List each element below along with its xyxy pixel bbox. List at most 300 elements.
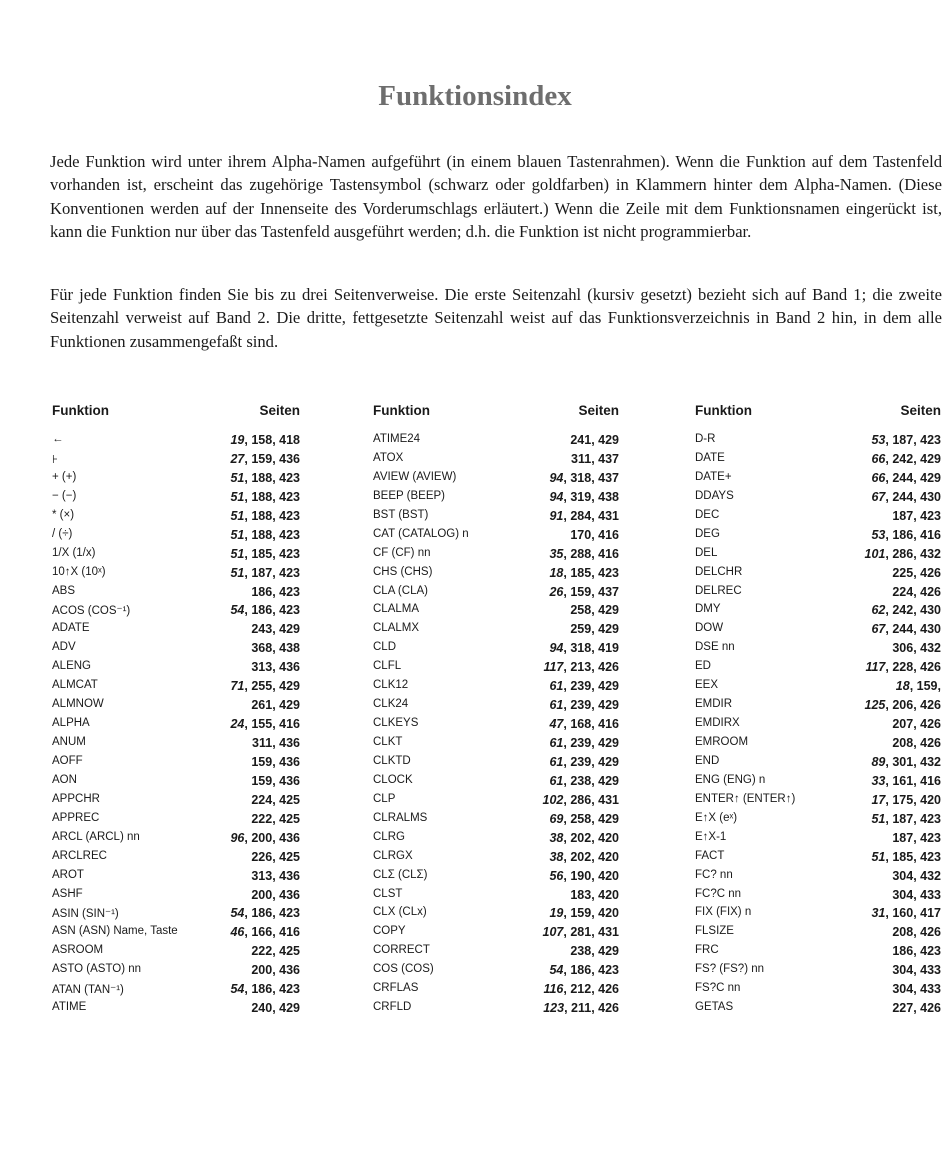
index-row: [52, 734, 300, 753]
page-refs: 304, 433: [892, 887, 941, 902]
page-ref-band1: 51: [871, 849, 886, 864]
function-name: CLALMA: [373, 603, 420, 616]
page-ref-summary: 426: [598, 982, 619, 997]
index-row: [373, 639, 619, 658]
function-name: ANUM: [52, 736, 86, 748]
page-refs: 67, 244, 430: [871, 622, 941, 637]
page-ref-summary: 420: [598, 868, 619, 883]
page-ref-band2: 313: [251, 868, 273, 883]
page-ref-band2: 185: [892, 849, 914, 864]
page-refs: 259, 429: [570, 622, 619, 637]
page-ref-band1: 26: [549, 584, 564, 599]
page-refs: 56, 190, 420: [549, 868, 619, 883]
page-ref-band2: 202: [570, 849, 592, 864]
page-ref-band2: 226: [251, 849, 273, 864]
index-row: [373, 450, 619, 469]
page-ref-band2: 186: [892, 944, 914, 959]
function-name: FLSIZE: [695, 925, 734, 938]
page-refs: 38, 202, 420: [549, 830, 619, 845]
index-row: [695, 696, 941, 715]
function-name: 10↑X (10ˣ): [52, 565, 106, 578]
page-refs: 243, 429: [251, 622, 300, 637]
index-row: [695, 867, 941, 886]
page-refs: 51, 187, 423: [871, 811, 941, 826]
index-row: [52, 829, 300, 848]
function-name: ARCL (ARCL) nn: [52, 830, 140, 843]
page-ref-band2: 239: [570, 754, 592, 769]
index-row: [695, 639, 941, 658]
index-row: [373, 980, 619, 999]
page-ref-band1: 54: [549, 963, 564, 978]
page-ref-band1: 61: [549, 773, 564, 788]
page-ref-summary: 433: [920, 887, 941, 902]
function-name: 1/X (1/x): [52, 546, 96, 559]
index-row: [695, 564, 941, 583]
page-ref-summary: 429: [598, 754, 619, 769]
page-ref-band2: 161: [892, 773, 914, 788]
function-name: FRC: [695, 944, 719, 957]
index-row: [695, 923, 941, 942]
function-name: DEC: [695, 508, 720, 521]
index-row: [373, 904, 619, 923]
page-ref-band2: 222: [251, 944, 273, 959]
page-ref-band1: 66: [871, 470, 886, 485]
page-ref-band2: 244: [892, 622, 914, 637]
page-ref-summary: 416: [920, 773, 941, 788]
page-ref-band1: 38: [549, 849, 564, 864]
page-ref-summary: 433: [920, 982, 941, 997]
index-row: [52, 772, 300, 791]
page-ref-band2: 168: [570, 717, 592, 732]
index-row: [695, 999, 941, 1018]
index-row: [373, 658, 619, 677]
page-ref-summary: 423: [279, 508, 300, 523]
page-ref-band2: 160: [892, 906, 914, 921]
page-ref-summary: 420: [598, 830, 619, 845]
page-refs: 91, 284, 431: [549, 508, 619, 523]
page-refs: 227, 426: [892, 1001, 941, 1016]
page-ref-band2: 284: [570, 508, 592, 523]
page-refs: 117, 228, 426: [865, 660, 941, 675]
function-name: DELREC: [695, 584, 742, 597]
page-ref-summary: 437: [598, 584, 619, 599]
page-ref-band1: 47: [549, 717, 564, 732]
index-row: [52, 564, 300, 583]
page-ref-band2: 319: [570, 489, 592, 504]
page-refs: 313, 436: [251, 868, 300, 883]
index-row: [52, 715, 300, 734]
page-ref-band1: 27: [230, 451, 245, 466]
function-name: ASHF: [52, 887, 83, 900]
page-ref-summary: 426: [920, 717, 941, 732]
page-refs: 238, 429: [570, 944, 619, 959]
function-name: CLKT: [373, 736, 403, 748]
header-pages: Seiten: [259, 403, 300, 418]
page-ref-band1: 54: [230, 982, 245, 997]
function-name: CLD: [373, 641, 397, 654]
index-row: [373, 734, 619, 753]
function-name: EMROOM: [695, 736, 749, 748]
index-row: [373, 601, 619, 620]
page-ref-band1: 123: [543, 1001, 565, 1016]
index-row: [52, 526, 300, 545]
function-name: COS (COS): [373, 963, 434, 976]
function-name: ATIME: [52, 1001, 87, 1014]
page-ref-summary: 420: [598, 887, 619, 902]
function-name: CF (CF) nn: [373, 546, 431, 559]
function-name: ALMNOW: [52, 698, 104, 711]
index-row: [373, 526, 619, 545]
index-row: [52, 431, 300, 450]
page-ref-band2: 368: [251, 641, 273, 656]
page-ref-summary: 416: [598, 717, 619, 732]
page-refs: 306, 432: [892, 641, 941, 656]
page-refs: 107, 281, 431: [542, 925, 619, 940]
page-ref-band2: 222: [251, 811, 273, 826]
page-refs: 26, 159, 437: [549, 584, 619, 599]
header-function: Funktion: [695, 403, 752, 418]
page-ref-band1: 96: [230, 830, 245, 845]
index-row: [695, 677, 941, 696]
page-ref-band1: 24: [230, 717, 245, 732]
index-row: [52, 810, 300, 829]
function-name: CLK24: [373, 698, 409, 711]
page-refs: 304, 433: [892, 963, 941, 978]
function-name: ALENG: [52, 660, 91, 673]
page-refs: 258, 429: [570, 603, 619, 618]
page-ref-summary: 432: [920, 868, 941, 883]
index-row: [373, 469, 619, 488]
page-ref-band2: 306: [892, 641, 914, 656]
page-refs: 159, 436: [251, 773, 300, 788]
index-row: [373, 942, 619, 961]
function-name: GETAS: [695, 1001, 734, 1014]
function-name: BST (BST): [373, 508, 429, 521]
index-row: [52, 601, 300, 620]
function-name: CLP: [373, 792, 396, 805]
page-refs: 53, 186, 416: [871, 527, 941, 542]
page-refs: 207, 426: [892, 717, 941, 732]
page-ref-band2: 188: [251, 508, 273, 523]
function-name: EMDIR: [695, 698, 733, 711]
page-ref-band1: 54: [230, 603, 245, 618]
function-name: ASN (ASN) Name, Taste: [52, 925, 178, 938]
page-ref-summary: 426: [920, 584, 941, 599]
page-ref-band2: 227: [892, 1001, 914, 1016]
index-row: [695, 715, 941, 734]
index-row: [695, 658, 941, 677]
page-ref-summary: 429: [920, 470, 941, 485]
index-rows: [695, 431, 941, 1018]
page-refs: 186, 423: [251, 584, 300, 599]
page-ref-summary: 425: [279, 811, 300, 826]
page-refs: 18, 159,: [895, 679, 941, 694]
page-ref-summary: 423: [279, 489, 300, 504]
page-ref-band2: 159: [251, 451, 273, 466]
page-ref-band2: 225: [892, 565, 914, 580]
function-name: ACOS (COS⁻¹): [52, 605, 131, 618]
page-refs: 19, 158, 418: [230, 433, 300, 447]
column-header: [695, 400, 941, 420]
index-row: [373, 583, 619, 602]
page-ref-summary: 429: [920, 451, 941, 466]
index-row: [695, 886, 941, 905]
page-refs: 54, 186, 423: [230, 906, 300, 921]
page-ref-band2: 286: [570, 792, 592, 807]
page-refs: 67, 244, 430: [871, 489, 941, 504]
page-ref-band1: 117: [865, 660, 886, 675]
page-ref-summary: 426: [920, 1001, 941, 1016]
function-name: ABS: [52, 584, 76, 597]
page-ref-band1: 33: [871, 773, 886, 788]
page-ref-summary: 419: [598, 641, 619, 656]
page-refs: 19, 159, 420: [549, 906, 619, 921]
page-ref-band2: 175: [892, 792, 914, 807]
page-refs: 159, 436: [251, 754, 300, 769]
index-row: [373, 810, 619, 829]
page-refs: 224, 426: [892, 584, 941, 599]
index-row: [695, 772, 941, 791]
function-name: ENTER↑ (ENTER↑): [695, 792, 796, 805]
page-ref-band1: 66: [871, 451, 886, 466]
page-ref-band1: 94: [549, 489, 564, 504]
page-ref-summary: 426: [920, 698, 941, 713]
page-ref-band1: 62: [871, 603, 886, 618]
page-refs: 71, 255, 429: [230, 679, 300, 694]
page-ref-band1: 102: [542, 792, 564, 807]
index-row: [52, 886, 300, 905]
page-ref-summary: 431: [598, 508, 619, 523]
function-name: FC? nn: [695, 868, 733, 881]
page-ref-summary: 423: [279, 470, 300, 485]
function-name: CORRECT: [373, 944, 430, 957]
function-name: ASTO (ASTO) nn: [52, 963, 142, 976]
page-ref-band2: 158: [251, 433, 273, 447]
index-row: [373, 620, 619, 639]
page-ref-summary: 438: [279, 641, 300, 656]
page-ref-band1: 51: [230, 527, 245, 542]
page-ref-band1: 35: [549, 546, 564, 561]
page-refs: 241, 429: [570, 433, 619, 447]
index-row: [373, 886, 619, 905]
page-refs: 208, 426: [892, 736, 941, 750]
page-ref-summary: 416: [920, 527, 941, 542]
index-row: [52, 791, 300, 810]
function-name: CRFLD: [373, 1001, 412, 1014]
index-row: [695, 848, 941, 867]
index-column-2: [373, 400, 619, 1018]
index-column-1: [52, 400, 300, 1018]
page-ref-summary: 436: [279, 754, 300, 769]
page-ref-band1: 51: [230, 489, 245, 504]
page-ref-band1: 17: [871, 792, 886, 807]
function-name: E↑X (eˣ): [695, 811, 738, 824]
page-refs: 187, 423: [892, 508, 941, 523]
page-ref-band2: 258: [570, 811, 592, 826]
function-name: DEG: [695, 527, 720, 540]
page-ref-summary: 431: [598, 925, 619, 940]
function-name: DATE+: [695, 470, 732, 483]
page-ref-band1: 51: [230, 565, 245, 580]
page-refs: 69, 258, 429: [549, 811, 619, 826]
page-ref-band2: 318: [570, 641, 592, 656]
page-ref-band2: 186: [251, 982, 273, 997]
function-name: AVIEW (AVIEW): [373, 470, 457, 483]
page-ref-band2: 208: [892, 925, 914, 940]
page-ref-summary: 432: [920, 546, 941, 561]
page-refs: 51, 188, 423: [230, 508, 300, 523]
function-name: / (÷): [52, 527, 73, 540]
page-refs: 61, 239, 429: [549, 754, 619, 769]
function-name: CLOCK: [373, 773, 413, 786]
page-ref-summary: 432: [920, 641, 941, 656]
page-ref-band1: 46: [230, 925, 245, 940]
function-name: CLKTD: [373, 754, 411, 767]
page-ref-summary: 418: [279, 433, 300, 447]
function-name: D-R: [695, 433, 716, 445]
page-ref-summary: 426: [920, 660, 941, 675]
page-ref-band2: 304: [892, 963, 914, 978]
page-ref-band2: 159: [251, 754, 273, 769]
page-refs: 35, 288, 416: [549, 546, 619, 561]
page-ref-band2: 224: [892, 584, 914, 599]
page-ref-band2: 243: [251, 622, 273, 637]
page-ref-summary: 423: [279, 982, 300, 997]
page-ref-band2: 255: [251, 679, 273, 694]
page-ref-band1: 67: [871, 489, 886, 504]
page-refs: 222, 425: [251, 944, 300, 959]
page-refs: 222, 425: [251, 811, 300, 826]
index-column-3: [695, 400, 941, 1018]
page-ref-band1: 67: [871, 622, 886, 637]
header-pages: Seiten: [900, 403, 941, 418]
index-row: [695, 791, 941, 810]
index-row: [52, 923, 300, 942]
function-name: CRFLAS: [373, 982, 419, 995]
page-ref-summary: 433: [920, 963, 941, 978]
function-name: FS?C nn: [695, 982, 741, 995]
page-ref-summary: 426: [920, 565, 941, 580]
function-name: E↑X-1: [695, 830, 727, 843]
index-row: [695, 545, 941, 564]
page-refs: 62, 242, 430: [871, 603, 941, 618]
page-ref-band2: 281: [570, 925, 592, 940]
function-name: CLRGX: [373, 849, 413, 862]
page-ref-band2: 240: [251, 1001, 273, 1016]
page-ref-band2: 200: [251, 830, 273, 845]
header-function: Funktion: [52, 403, 109, 418]
page-ref-band2: 190: [570, 868, 592, 883]
function-name: ENG (ENG) n: [695, 773, 766, 786]
function-name: APPCHR: [52, 792, 100, 805]
index-row: [695, 620, 941, 639]
function-name: ATOX: [373, 451, 404, 464]
index-row: [52, 620, 300, 639]
function-name: ADATE: [52, 622, 90, 635]
page-ref-band1: 61: [549, 679, 564, 694]
page-refs: 225, 426: [892, 565, 941, 580]
page-ref-band2: 187: [892, 811, 914, 826]
page-ref-summary: 429: [598, 698, 619, 713]
page-ref-summary: 423: [598, 565, 619, 580]
page-ref-band2: 258: [570, 603, 592, 618]
page-refs: 240, 429: [251, 1001, 300, 1016]
index-row: [373, 507, 619, 526]
index-row: [52, 545, 300, 564]
page-ref-band2: 186: [251, 584, 273, 599]
page-ref-band1: 125: [864, 698, 886, 713]
page-ref-band2: 200: [251, 887, 273, 902]
page-refs: 200, 436: [251, 963, 300, 978]
index-row: [52, 753, 300, 772]
index-row: [695, 961, 941, 980]
index-row: [695, 488, 941, 507]
page-ref-band1: 71: [230, 679, 245, 694]
index-row: [695, 469, 941, 488]
function-name: APPREC: [52, 811, 100, 824]
function-name: * (×): [52, 508, 75, 521]
page-refs: 102, 286, 431: [542, 792, 619, 807]
page-ref-band2: 159: [251, 773, 273, 788]
page-ref-band2: 242: [892, 451, 914, 466]
page-ref-summary: 423: [920, 830, 941, 845]
index-row: [695, 734, 941, 753]
page-ref-summary: 438: [598, 489, 619, 504]
page-refs: 117, 213, 426: [543, 660, 619, 675]
page-ref-summary: 426: [598, 1001, 619, 1016]
page-ref-band1: 31: [871, 906, 886, 921]
page-refs: 368, 438: [251, 641, 300, 656]
page-refs: 38, 202, 420: [549, 849, 619, 864]
page-ref-band2: 187: [892, 830, 914, 845]
page-ref-band2: 208: [892, 736, 914, 750]
index-row: [373, 545, 619, 564]
function-name: AOFF: [52, 754, 83, 767]
function-name: END: [695, 754, 720, 767]
function-name: COPY: [373, 925, 406, 938]
page-refs: 66, 244, 429: [871, 470, 941, 485]
page-ref-summary: 436: [279, 451, 300, 466]
page-refs: 27, 159, 436: [230, 451, 300, 466]
index-row: [52, 696, 300, 715]
page-ref-summary: 429: [598, 679, 619, 694]
page-ref-summary: 429: [279, 679, 300, 694]
page-refs: 96, 200, 436: [230, 830, 300, 845]
function-name: CLΣ (CLΣ): [373, 868, 428, 881]
page-ref-band2: 187: [251, 565, 273, 580]
index-row: [373, 715, 619, 734]
page-refs: 200, 436: [251, 887, 300, 902]
function-name: CLA (CLA): [373, 584, 428, 597]
page-ref-band2: 207: [892, 717, 914, 732]
page-refs: 89, 301, 432: [871, 754, 941, 769]
page-refs: 61, 239, 429: [549, 698, 619, 713]
page-ref-summary: 436: [279, 830, 300, 845]
index-row: [373, 431, 619, 450]
function-name: AROT: [52, 868, 84, 881]
page-ref-summary: 420: [920, 792, 941, 807]
index-row: [52, 867, 300, 886]
function-name: + (+): [52, 470, 77, 483]
page-refs: 51, 187, 423: [230, 565, 300, 580]
page-refs: 186, 423: [892, 944, 941, 959]
page-ref-band2: 318: [570, 470, 592, 485]
index-rows: [52, 431, 300, 1018]
page-ref-band2: 206: [892, 698, 914, 713]
page-ref-summary: 426: [920, 736, 941, 750]
page-ref-summary: 430: [920, 622, 941, 637]
page-ref-band1: 61: [549, 736, 564, 750]
